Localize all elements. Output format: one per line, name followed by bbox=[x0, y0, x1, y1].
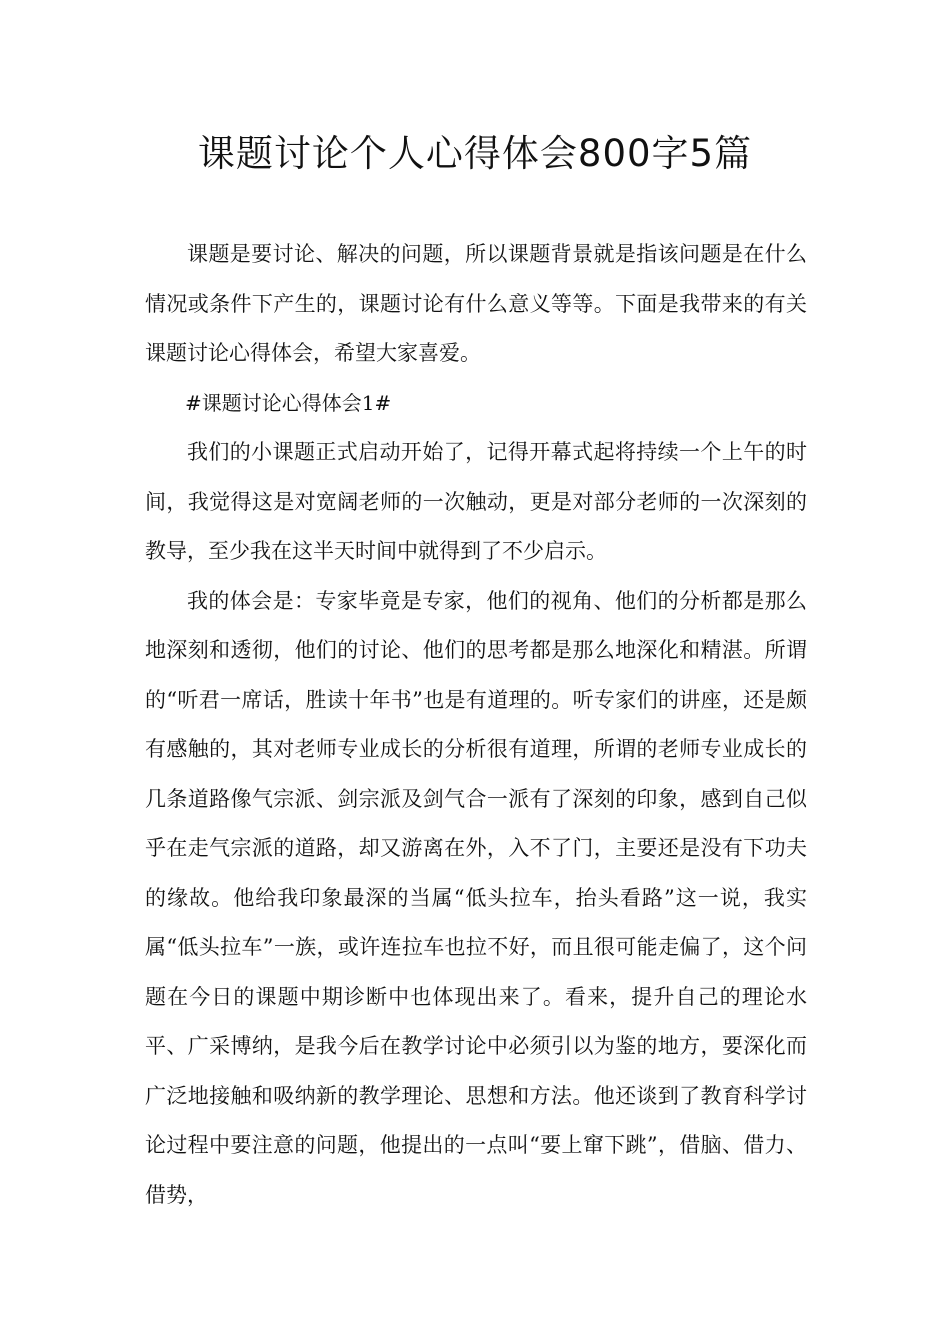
paragraph-2: 我的体会是：专家毕竟是专家，他们的视角、他们的分析都是那么地深刻和透彻，他们的讨论、他们的思考都是那么地深化和精湛。所谓的“听君一席话，胜读十年书”也是有道理的。听专家们的讲座，还是颇有感触的，其对老师专业成长的分析很有道理，所谓的老师专业成长的几条道路像气宗派、剑宗派及剑气合一派有了深刻的印象，感到自己似乎在走气宗派的道路，却又游离在外，入不了门，主要还是没有下功夫的缘故。他给我印象最深的当属“低头拉车，抬头看路”这一说，我实属“低头拉车”一族，或许连拉车也拉不好，而且很可能走偏了，这个问题在今日的课题中期诊断中也体现出来了。看来，提升自己的理论水平、广采博纳，是我今后在教学讨论中必须引以为鉴的地方，要深化而广泛地接触和吸纳新的教学理论、思想和方法。他还谈到了教育科学讨论过程中要注意的问题，他提出的一点叫“要上窜下跳”，借脑、借力、借势， bbox=[145, 588, 807, 1207]
document-title: 课题讨论个人心得体会800字5篇 bbox=[197, 132, 753, 175]
paragraph-1: 我们的小课题正式启动开始了，记得开幕式起将持续一个上午的时间，我觉得这是对宽阔老师的一次触动，更是对部分老师的一次深刻的教导，至少我在这半天时间中就得到了不少启示。 bbox=[145, 440, 807, 563]
section-heading-1: #课题讨论心得体会1# bbox=[185, 390, 392, 415]
paragraph-intro: 课题是要讨论、解决的问题，所以课题背景就是指该问题是在什么情况或条件下产生的，课题讨论有什么意义等等。下面是我带来的有关课题讨论心得体会，希望大家喜爱。 bbox=[145, 242, 807, 365]
document-body bbox=[145, 230, 807, 1220]
